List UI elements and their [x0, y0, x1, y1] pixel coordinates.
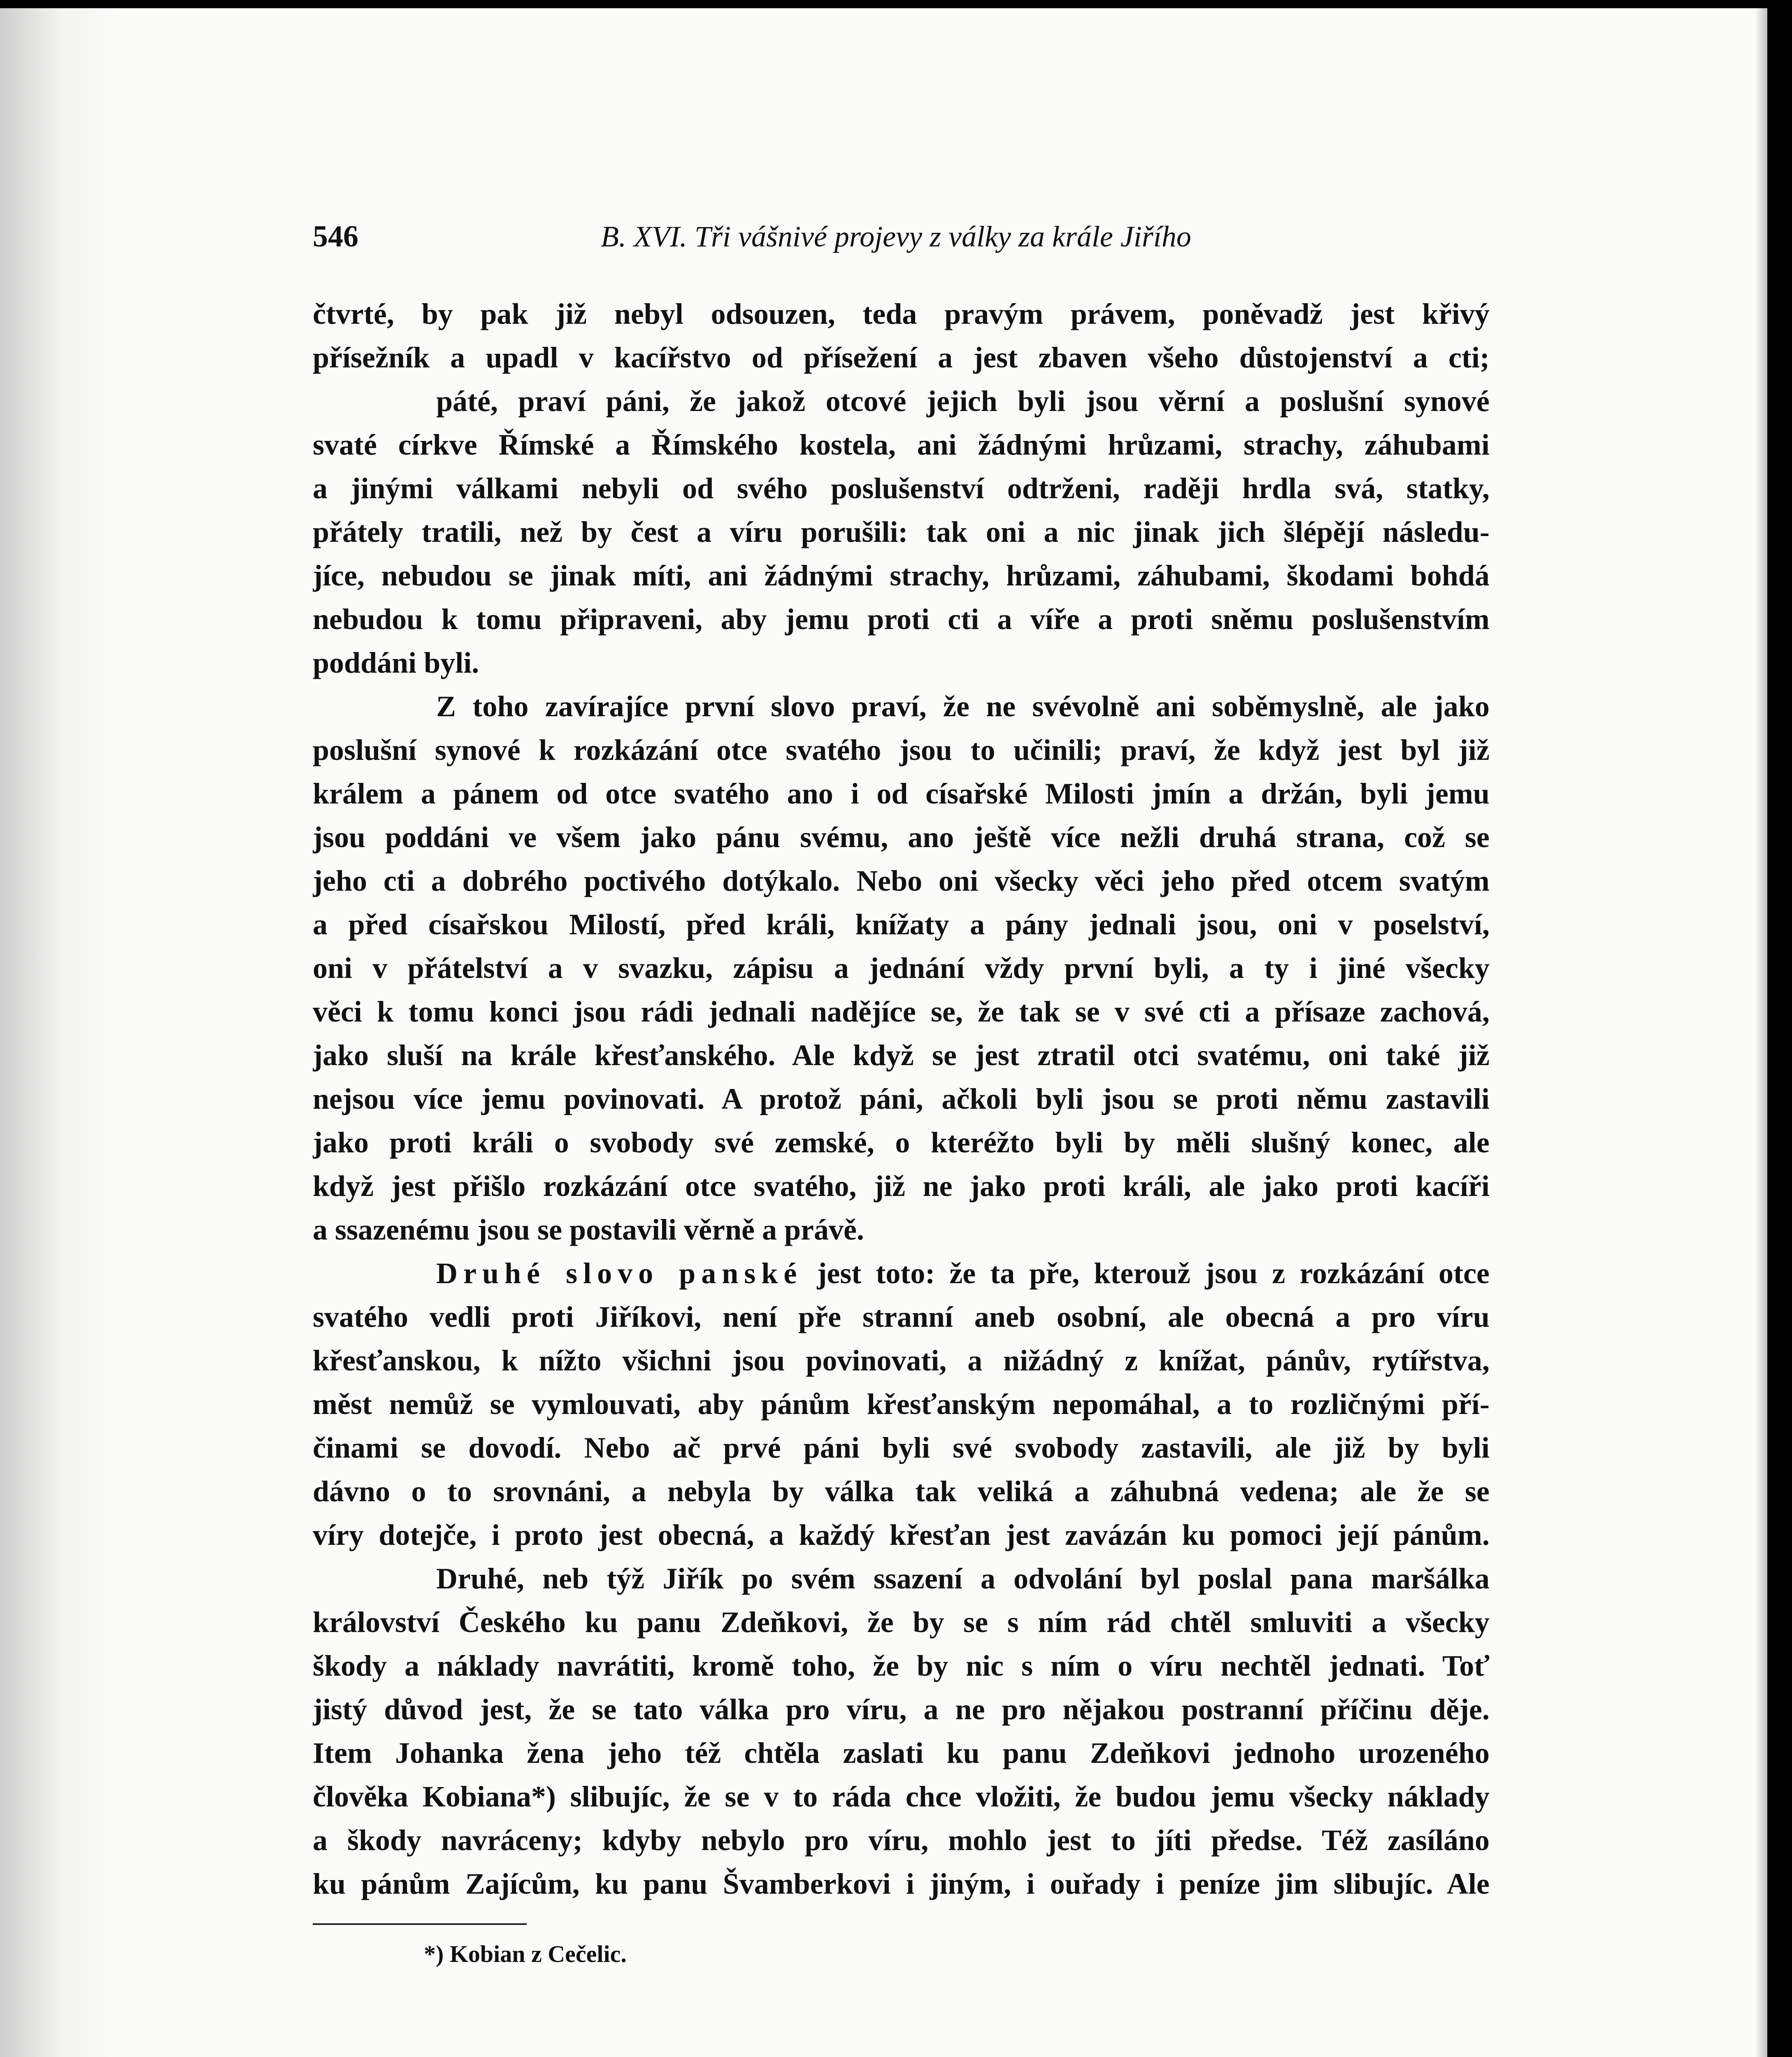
text-line: svaté církve Římské a Římského kostela, ani žádnými hrůzami, strachy, záhubami [313, 428, 1490, 461]
text-line: a před císařskou Milostí, před králi, knížaty a pány jednali jsou, oni v poselství, [313, 908, 1490, 941]
text-line: přátely tratili, než by čest a víru porušili: tak oni a nic jinak jich šlépějí následu- [313, 515, 1490, 548]
scan-shadow [0, 8, 123, 2057]
page-header [313, 214, 1490, 259]
text-line: věci k tomu konci jsou rádi jednali nadějíce se, že tak se v své cti a přísaze zachová, [313, 995, 1490, 1028]
text-line: království Českého ku panu Zdeňkovi, že by se s ním rád chtěl smluviti a všecky [313, 1606, 1490, 1639]
text-line: když jest přišlo rozkázání otce svatého, již ne jako proti králi, ale jako proti kacíři [313, 1170, 1490, 1203]
text-line: jíce, nebudou se jinak míti, ani žádnými strachy, hrůzami, záhubami, škodami bohdá [313, 559, 1490, 592]
text-line: jako sluší na krále křesťanského. Ale když se jest ztratil otci svatému, oni také již [313, 1039, 1490, 1072]
text-line: páté, praví páni, že jakož otcové jejich byli jsou věrní a poslušní synové [436, 385, 1490, 418]
text-line: jsou poddáni ve všem jako pánu svému, ano ještě více nežli druhá strana, což se [313, 821, 1490, 854]
text-line: poslušní synové k rozkázání otce svatého jsou to učinili; praví, že když jest byl již [313, 734, 1490, 766]
text-line: svatého vedli proti Jiříkovi, není pře stranní aneb osobní, ale obecná a pro víru [313, 1300, 1490, 1333]
text-line: a ssazenému jsou se postavili věrně a právě. [313, 1213, 864, 1246]
spaced-rest: jest toto: že ta pře, kterouž jsou z rozkázání otce [802, 1257, 1490, 1290]
text-line: křesťanskou, k nížto všichni jsou povinovati, a nižádný z knížat, pánův, rytířstva, [313, 1344, 1490, 1377]
text-line: ku pánům Zajícům, ku panu Švamberkovi i jiným, i ouřady i peníze jim slibujíc. Ale [313, 1867, 1490, 1900]
text-line: měst nemůž se vymlouvati, aby pánům křesťanským nepomáhal, a to rozličnými pří- [313, 1388, 1490, 1421]
text-line: Z toho zavírajíce první slovo praví, že ne svévolně ani soběmyslně, ale jako [436, 690, 1490, 723]
text-line: jako proti králi o svobody své zemské, o kteréžto byli by měli slušný konec, ale [313, 1126, 1490, 1159]
text-line: poddáni byli. [313, 646, 479, 679]
text-line: přísežník a upadl v kacířstvo od přísežení a jest zbaven všeho důstojenství a cti; [313, 341, 1490, 374]
text-line-spaced [313, 1251, 1490, 1295]
running-title: B. XVI. Tři vášnivé projevy z války za krále Jiřího [601, 220, 1191, 253]
text-line: dávno o to srovnáni, a nebyla by válka tak veliká a záhubná vedena; ale že se [313, 1475, 1490, 1508]
text-line: nebudou k tomu připraveni, aby jemu proti cti a víře a proti sněmu poslušenstvím [313, 603, 1490, 636]
text-line: nejsou více jemu povinovati. A protož páni, ačkoli byli jsou se proti němu zastavili [313, 1082, 1490, 1115]
text-line: a škody navráceny; kdyby nebylo pro víru, mohlo jest to jíti předse. Též zasíláno [313, 1824, 1490, 1857]
text-line: čtvrté, by pak již nebyl odsouzen, teda pravým právem, poněvadž jest křivý [313, 297, 1490, 330]
text-line: Item Johanka žena jeho též chtěla zaslati ku panu Zdeňkovi jednoho urozeného [313, 1737, 1490, 1769]
text-line: víry dotejče, i proto jest obecná, a každý křesťan jest zavázán ku pomoci její pánům. [313, 1518, 1490, 1551]
text-line: Druhé, neb týž Jiřík po svém ssazení a odvolání byl poslal pana maršálka [436, 1562, 1490, 1595]
text-line: škody a náklady navrátiti, kromě toho, že by nic s ním o víru nechtěl jednati. Toť [313, 1649, 1490, 1682]
footnote: *) Kobian z Cečelic. [424, 1941, 627, 1967]
spaced-phrase: Druhé slovo panské [436, 1257, 803, 1290]
footnote-rule [313, 1923, 527, 1925]
scan-edge [1755, 8, 1767, 2057]
text-line: a jinými válkami nebyli od svého poslušenství odtrženi, raději hrdla svá, statky, [313, 472, 1490, 505]
text-line: králem a pánem od otce svatého ano i od císařské Milosti jmín a držán, byli jemu [313, 777, 1490, 810]
text-line: jistý důvod jest, že se tato válka pro víru, a ne pro nějakou postranní příčinu děje. [313, 1693, 1490, 1726]
text-line: oni v přátelství a v svazku, zápisu a jednání vždy první byli, a ty i jiné všecky [313, 952, 1490, 984]
body-text [313, 292, 1490, 1906]
text-line: činami se dovodí. Nebo ač prvé páni byli své svobody zastavili, ale již by byli [313, 1431, 1490, 1464]
text-line: jeho cti a dobrého poctivého dotýkalo. Nebo oni všecky věci jeho před otcem svatým [313, 864, 1490, 897]
page-number: 546 [313, 220, 358, 253]
text-line: člověka Kobiana*) slibujíc, že se v to ráda chce vložiti, že budou jemu všecky náklady [313, 1780, 1490, 1813]
